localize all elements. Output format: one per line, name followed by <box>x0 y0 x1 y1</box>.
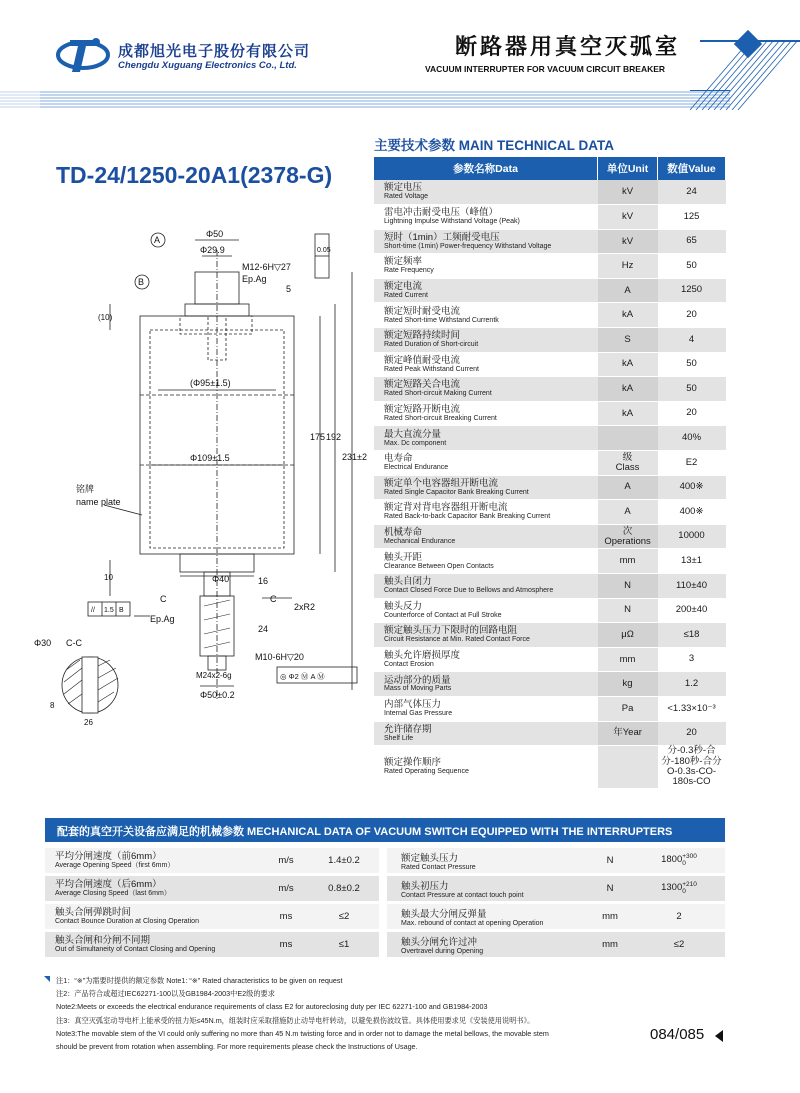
company-name-en: Chengdu Xuguang Electronics Co., Ltd. <box>118 60 297 71</box>
table-row <box>45 904 725 929</box>
param-name-cell <box>374 401 598 426</box>
mech-tolerance: +210 0 <box>682 881 697 895</box>
param-value: 110±40 <box>658 574 726 599</box>
param-name-cell <box>374 377 598 402</box>
note-line: 注2：产品符合或超过IEC62271-100以及GB1984-2003中E2级的要求 <box>56 989 275 999</box>
phi40-label: Φ40 <box>212 574 230 584</box>
param-name-cell <box>374 623 598 648</box>
param-name-cell <box>374 229 598 254</box>
param-name-en: Max. Dc component <box>384 439 447 447</box>
mech-name-en: Contact Pressure at contact touch point <box>401 892 524 899</box>
param-name-en: Rated Short-time Withstand Currentk <box>384 316 499 324</box>
note-line: Note2:Meets or exceeds the electrical endurance requirements of class E2 for autoreclosing duty per IEC 62271-100 and GB1984-2003 <box>56 1002 488 1012</box>
param-name-cell <box>374 598 598 623</box>
thread-top-label: M12-6H▽27 <box>242 262 291 272</box>
mech-data-table <box>45 845 725 960</box>
param-unit: kV <box>598 180 658 205</box>
table-row <box>374 500 726 525</box>
phi50-top-label: Φ50 <box>206 229 224 239</box>
mech-name-en: Out of Simultaneity of Contact Closing and Opening <box>55 945 216 953</box>
param-name-en: Rated Voltage <box>384 193 428 201</box>
c-right-label: C <box>270 594 277 604</box>
phi50-bot-label: Φ50±0.2 <box>200 690 235 700</box>
dim16-label: 16 <box>258 576 269 586</box>
param-name-en: Rated Short-circuit Making Current <box>384 390 492 398</box>
param-name-cell <box>374 328 598 353</box>
param-name-cell <box>374 352 598 377</box>
col-header-unit: 单位Unit <box>598 157 658 180</box>
param-name-cn: 短时（1min）工频耐受电压 <box>384 231 500 243</box>
param-name-cn: 额定背对背电容器组开断电流 <box>384 502 508 514</box>
param-name-cell <box>374 672 598 697</box>
spacer <box>379 932 387 957</box>
table-row <box>374 451 726 476</box>
dim8-label: 8 <box>50 701 55 710</box>
mech-name-en: Average Closing Speed（last 6mm） <box>55 889 171 897</box>
param-unit: S <box>598 328 658 353</box>
mech-value: ≤2 <box>673 939 685 950</box>
mech-unit: mm <box>587 932 633 957</box>
mech-tolerance: +300 0 <box>682 853 697 867</box>
param-value: 10000 <box>658 524 726 549</box>
table-row <box>45 848 725 873</box>
table-row <box>374 647 726 672</box>
dim175-label: 175 <box>310 432 326 442</box>
param-name-cell <box>374 303 598 328</box>
mech-name-cn: 平均合闸速度（后6mm） <box>55 878 162 890</box>
param-unit: A <box>598 278 658 303</box>
param-unit: kg <box>598 672 658 697</box>
tol-val-label: 1.5 <box>104 607 114 614</box>
param-unit <box>598 746 658 789</box>
mech-name-cell <box>387 932 587 957</box>
table-row <box>374 303 726 328</box>
table-row <box>374 524 726 549</box>
param-name-cn: 额定峰值耐受电流 <box>384 354 461 366</box>
r2-label: 2xR2 <box>294 602 316 612</box>
nameplate-cn-label: 铭牌 <box>76 484 95 494</box>
mech-name-cn: 触头分闸允许过冲 <box>401 937 478 948</box>
mech-value: 0.8±0.2 <box>309 876 379 901</box>
param-name-en: Contact Erosion <box>384 660 434 668</box>
param-value: ≤18 <box>658 623 726 648</box>
param-name-cell <box>374 549 598 574</box>
mech-name-cn: 触头最大分闸反弹量 <box>401 909 487 920</box>
mech-name-cell <box>387 876 587 901</box>
flat-tol-label: 0.05 <box>317 247 331 254</box>
param-name-cn: 额定单个电容器组开断电流 <box>384 477 499 489</box>
param-name-cn: 额定短时耐受电流 <box>384 305 461 317</box>
param-value: 50 <box>658 377 726 402</box>
param-name-cn: 额定短路持续时间 <box>384 330 461 342</box>
param-name-en: Rated Single Capacitor Bank Breaking Current <box>384 488 529 496</box>
param-name-cn: 允许储存期 <box>384 723 432 735</box>
mech-name-en: Max. rebound of contact at opening Operation <box>401 920 544 927</box>
mech-name-en: Rated Contact Pressure <box>401 864 476 871</box>
param-value: 40% <box>658 426 726 451</box>
dimension-drawing <box>30 220 370 740</box>
param-value: 200±40 <box>658 598 726 623</box>
mech-name-cell <box>45 904 263 929</box>
param-name-cn: 额定短路开断电流 <box>384 403 461 415</box>
param-name-en: Rated Peak Withstand Current <box>384 365 479 373</box>
param-value: 20 <box>658 721 726 746</box>
mech-value-cell <box>633 848 725 873</box>
dim192-label: 192 <box>326 432 342 442</box>
param-name-en: Electrical Endurance <box>384 464 449 472</box>
param-unit: kA <box>598 401 658 426</box>
param-name-en: Mass of Moving Parts <box>384 685 452 693</box>
param-value: 400※ <box>658 500 726 525</box>
param-name-cell <box>374 254 598 279</box>
param-unit: A <box>598 500 658 525</box>
note-line: 注1：“※”为需要时提供的额定参数 Note1: “※” Rated characteristics to be given on request <box>56 976 343 985</box>
param-value: 20 <box>658 303 726 328</box>
nameplate-en-label: name plate <box>76 497 121 507</box>
param-value: 3 <box>658 647 726 672</box>
param-name-cn: 额定频率 <box>384 256 423 268</box>
c-left-label: C <box>160 594 167 604</box>
product-title-cn: 断路器用真空灭弧室 <box>455 34 681 59</box>
table-row <box>374 328 726 353</box>
table-row <box>374 229 726 254</box>
param-unit: kV <box>598 205 658 230</box>
table-row <box>374 377 726 402</box>
mech-name-en: Average Opening Speed（first 6mm） <box>55 861 175 869</box>
mech-name-cn: 触头合闸弹跳时间 <box>55 906 132 918</box>
param-name-cn: 触头自闭力 <box>384 576 432 588</box>
mech-name-en: Contact Bounce Duration at Closing Operation <box>55 917 199 925</box>
param-name-cell <box>374 451 598 476</box>
param-name-cell <box>374 696 598 721</box>
mech-unit: N <box>587 876 633 901</box>
tol-ref-label: B <box>119 607 124 614</box>
param-value: E2 <box>658 451 726 476</box>
param-name-cell <box>374 746 598 789</box>
param-name-en: Circuit Resistance at Min. Rated Contact Force <box>384 636 530 644</box>
spacer <box>379 876 387 901</box>
param-value: 125 <box>658 205 726 230</box>
company-logo-icon <box>56 34 110 76</box>
param-name-cell <box>374 426 598 451</box>
param-unit: N <box>598 574 658 599</box>
ep-ag-top-label: Ep.Ag <box>242 274 267 284</box>
tech-data-table <box>374 157 726 789</box>
phi29-label: Φ29.9 <box>200 245 225 255</box>
phi30-label: Φ30 <box>34 638 52 648</box>
param-unit: mm <box>598 647 658 672</box>
mech-value: 1300 <box>661 882 683 893</box>
table-row <box>374 574 726 599</box>
param-name-en: Rated Short-circuit Breaking Current <box>384 414 497 422</box>
mech-unit: ms <box>263 904 309 929</box>
table-row <box>374 278 726 303</box>
param-value: 分-0.3秒-合分-180秒-合分 O-0.3s-CO-180s-CO <box>658 746 726 789</box>
mech-name-en: Overtravel during Opening <box>401 948 484 955</box>
note-line: should be prevent from rotation when assembling. For more requirements please check the Instructions of Usage. <box>56 1042 418 1052</box>
mech-unit: m/s <box>263 876 309 901</box>
datum-b-label: B <box>138 277 145 287</box>
mech-value: 1800 <box>661 854 683 865</box>
mech-name-cn: 平均分闸速度（前6mm） <box>55 850 162 862</box>
param-name-cn: 触头允许磨损厚度 <box>384 649 461 661</box>
param-name-cn: 额定电流 <box>384 281 423 293</box>
param-name-en: Contact Closed Force Due to Bellows and Atmosphere <box>384 587 554 595</box>
param-name-cn: 触头反力 <box>384 600 423 612</box>
section-label: C-C <box>66 638 82 648</box>
mech-name-cell <box>45 876 263 901</box>
param-unit: mm <box>598 549 658 574</box>
param-name-cn: 最大直流分量 <box>384 428 442 440</box>
param-unit <box>598 426 658 451</box>
param-value: 65 <box>658 229 726 254</box>
param-name-en: Mechanical Endurance <box>384 537 456 545</box>
thread-bot-label: M10-6H▽20 <box>255 652 304 662</box>
header-stripe-band <box>0 90 730 110</box>
phi95-label: (Φ95±1.5) <box>190 378 231 388</box>
company-name-cn: 成都旭光电子股份有限公司 <box>118 43 311 60</box>
param-unit: Hz <box>598 254 658 279</box>
param-name-en: Clearance Between Open Contacts <box>384 562 494 570</box>
table-row <box>374 598 726 623</box>
mech-unit: mm <box>587 904 633 929</box>
note-line: Note3:The movable stem of the VI could only suffering no more than 45 N.m twisting force and in order not to damage the metal bellows, the movable stem <box>56 1028 549 1038</box>
param-value: 4 <box>658 328 726 353</box>
param-name-en: Rated Operating Sequence <box>384 768 469 776</box>
mech-value-cell <box>633 876 725 901</box>
table-row <box>45 876 725 901</box>
dim5-label: 5 <box>286 284 292 294</box>
pos-tol-label: ◎ Φ2 Ⓜ A Ⓜ <box>280 672 325 681</box>
param-unit: A <box>598 475 658 500</box>
param-unit: 级 Class <box>598 451 658 476</box>
param-unit: kA <box>598 352 658 377</box>
product-title-en: VACUUM INTERRUPTER FOR VACUUM CIRCUIT BREAKER <box>425 64 666 74</box>
mech-value-cell <box>633 932 725 957</box>
mech-table-title: 配套的真空开关设备应满足的机械参数 MECHANICAL DATA OF VACUUM SWITCH EQUIPPED WITH THE INTERRUPTERS <box>45 818 725 842</box>
param-name-en: Rated Duration of Short-circuit <box>384 341 479 349</box>
param-name-cell <box>374 574 598 599</box>
page-number: 084/085 <box>650 1026 705 1043</box>
mech-unit: m/s <box>263 848 309 873</box>
param-value: 20 <box>658 401 726 426</box>
tol-box-label: // <box>91 607 95 614</box>
mech-value: ≤2 <box>309 904 379 929</box>
param-unit: kA <box>598 303 658 328</box>
param-unit: Pa <box>598 696 658 721</box>
param-value: 1250 <box>658 278 726 303</box>
param-name-cn: 雷电冲击耐受电压（峰值） <box>384 207 499 219</box>
dim10b-label: 10 <box>104 573 113 582</box>
page-arrow-icon <box>715 1030 723 1042</box>
dim10-label: (10) <box>98 313 113 322</box>
mech-value: 1.4±0.2 <box>309 848 379 873</box>
note-line: 注3：真空灭弧室动导电杆上能承受的扭力矩≤45N.m，组装时应采取措施防止动导电杆转动，以避免损伤波纹管。具体使用要求见《安装使用说明书》。 <box>56 1015 535 1025</box>
dim231-label: 231±2 <box>342 452 367 462</box>
param-name-cell <box>374 647 598 672</box>
param-value: 13±1 <box>658 549 726 574</box>
dim26-label: 26 <box>84 718 93 727</box>
param-unit: kV <box>598 229 658 254</box>
param-name-en: Short-time (1min) Power-frequency Withstand Voltage <box>384 242 552 250</box>
mech-name-cell <box>387 904 587 929</box>
mech-unit: N <box>587 848 633 873</box>
param-name-cn: 电寿命 <box>384 453 413 465</box>
mech-name-cell <box>387 848 587 873</box>
table-row <box>45 932 725 957</box>
param-name-cell <box>374 524 598 549</box>
param-value: 50 <box>658 254 726 279</box>
table-row <box>374 721 726 746</box>
datum-a-label: A <box>154 235 161 245</box>
spacer <box>379 848 387 873</box>
mech-name-cn: 触头合闸和分闸不同期 <box>55 934 151 946</box>
param-name-cell <box>374 721 598 746</box>
param-name-cell <box>374 475 598 500</box>
param-name-en: Internal Gas Pressure <box>384 710 453 718</box>
param-name-cell <box>374 180 598 205</box>
mech-name-cn: 触头初压力 <box>401 881 449 892</box>
mech-value: 2 <box>676 911 682 922</box>
notes-block <box>56 974 736 1053</box>
notes-marker-icon <box>44 976 50 982</box>
param-value: <1.33×10⁻³ <box>658 696 726 721</box>
model-title: TD-24/1250-20A1(2378-G) <box>56 162 333 188</box>
param-name-cn: 机械寿命 <box>384 526 423 538</box>
table-row <box>374 672 726 697</box>
mech-name-cell <box>45 848 263 873</box>
phi109-label: Φ109±1.5 <box>190 453 230 463</box>
mech-name-cn: 额定触头压力 <box>401 853 459 864</box>
param-unit: μΩ <box>598 623 658 648</box>
param-name-cn: 触头开距 <box>384 551 423 563</box>
col-header-data: 参数名称Data <box>374 157 598 180</box>
param-name-en: Counterforce of Contact at Full Stroke <box>384 611 502 619</box>
param-unit: kA <box>598 377 658 402</box>
param-name-cell <box>374 278 598 303</box>
param-unit: N <box>598 598 658 623</box>
tech-header-row <box>374 157 726 180</box>
table-row <box>374 623 726 648</box>
mech-unit: ms <box>263 932 309 957</box>
param-name-en: Shelf Life <box>384 734 414 742</box>
param-unit: 次 Operations <box>598 524 658 549</box>
table-row <box>374 696 726 721</box>
mech-value: ≤1 <box>309 932 379 957</box>
spacer <box>379 904 387 929</box>
dim24-label: 24 <box>258 624 269 634</box>
table-row <box>374 401 726 426</box>
param-value: 400※ <box>658 475 726 500</box>
param-name-cell <box>374 205 598 230</box>
table-row <box>374 254 726 279</box>
param-name-cn: 额定电压 <box>384 182 423 194</box>
param-value: 1.2 <box>658 672 726 697</box>
col-header-value: 数值Value <box>658 157 726 180</box>
param-name-cn: 额定触头压力下限时的回路电阻 <box>384 625 518 637</box>
ep-ag-bottom-label: Ep.Ag <box>150 614 175 624</box>
table-row <box>374 746 726 789</box>
param-name-cn: 额定短路关合电流 <box>384 379 461 391</box>
param-name-en: Rated Back-to-back Capacitor Bank Breaking Current <box>384 513 551 521</box>
param-unit: 年Year <box>598 721 658 746</box>
table-row <box>374 352 726 377</box>
table-row <box>374 549 726 574</box>
m24-label: M24x2-6g <box>196 671 232 680</box>
param-name-cn: 内部气体压力 <box>384 699 442 711</box>
param-value: 50 <box>658 352 726 377</box>
param-name-en: Rated Current <box>384 291 428 299</box>
param-value: 24 <box>658 180 726 205</box>
param-name-cn: 额定操作顺序 <box>384 757 442 769</box>
table-row <box>374 205 726 230</box>
param-name-cell <box>374 500 598 525</box>
mech-name-cell <box>45 932 263 957</box>
param-name-en: Lightning Impulse Withstand Voltage (Peak) <box>384 218 520 226</box>
table-row <box>374 180 726 205</box>
tech-table-title: 主要技术参数 MAIN TECHNICAL DATA <box>374 138 614 153</box>
param-name-cn: 运动部分的质量 <box>384 674 451 686</box>
table-row <box>374 475 726 500</box>
param-name-en: Rate Frequency <box>384 267 434 275</box>
mech-value-cell <box>633 904 725 929</box>
table-row <box>374 426 726 451</box>
